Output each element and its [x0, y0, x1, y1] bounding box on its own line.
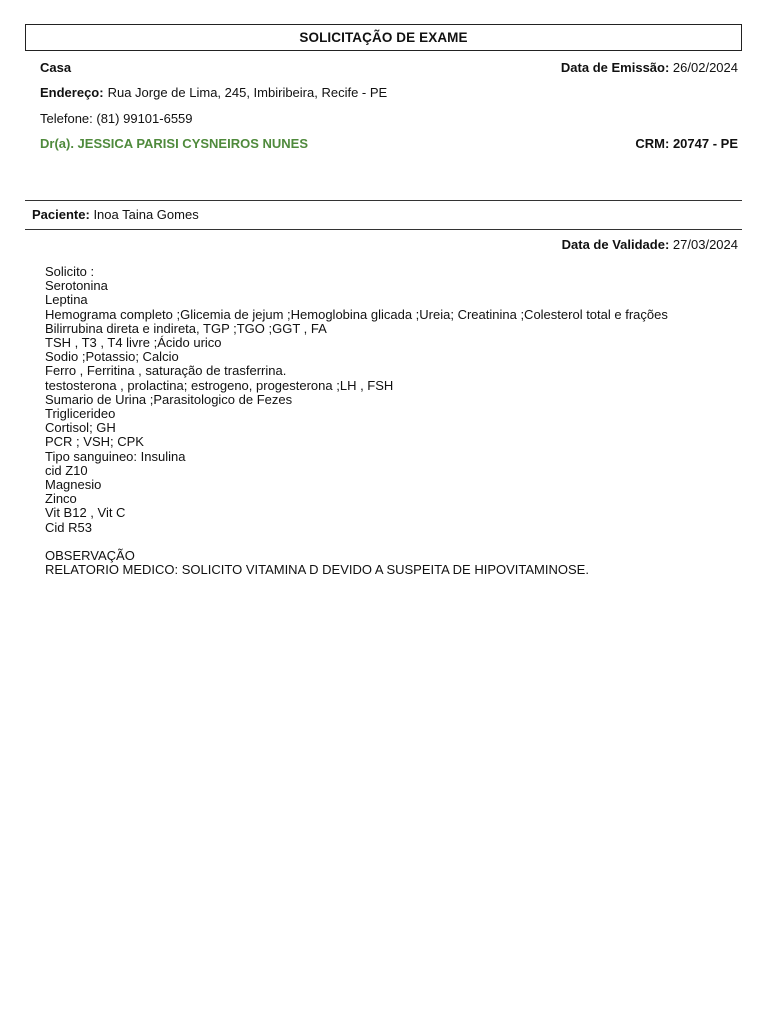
request-line: Triglicerideo [45, 406, 116, 422]
divider-bottom [25, 229, 742, 230]
spacer [45, 535, 735, 549]
request-line: TSH , T3 , T4 livre ;Ácido urico [45, 335, 222, 351]
validity-date: 27/03/2024 [672, 237, 738, 252]
document-title: SOLICITAÇÃO DE EXAME [25, 24, 742, 51]
request-line: Serotonina [45, 278, 108, 294]
request-line: Bilirrubina direta e indireta, TGP ;TGO ;GGT , FA [45, 320, 327, 336]
observation-text: RELATORIO MEDICO: SOLICITO VITAMINA D DEVIDO A SUSPEITA DE HIPOVITAMINOSE. [45, 562, 589, 578]
request-line: Solicito : [45, 264, 95, 279]
request-line: Zinco [45, 491, 77, 507]
patient-row [32, 207, 199, 223]
header-row-phone [40, 111, 738, 127]
header-row-doctor [40, 136, 738, 152]
patient-label: Paciente: [32, 207, 90, 222]
request-line: Sumario de Urina ;Parasitologico de Fezes [45, 391, 293, 407]
emission-date-label: Data de Emissão: [560, 60, 670, 75]
validity-label: Data de Validade: [561, 237, 670, 252]
validity-row [562, 237, 738, 253]
doctor-name: Dr(a). JESSICA PARISI CYSNEIROS NUNES [40, 136, 308, 151]
address-label: Endereço: [40, 85, 104, 100]
request-line: testosterona , prolactina; estrogeno, progesterona ;LH , FSH [45, 377, 394, 393]
divider-top [25, 200, 742, 201]
request-line: PCR ; VSH; CPK [45, 434, 144, 450]
address-value: Rua Jorge de Lima, 245, Imbiribeira, Recife - PE [107, 85, 388, 100]
request-line: Vit B12 , Vit C [45, 505, 126, 521]
request-line: Leptina [45, 292, 88, 308]
patient-name: Inoa Taina Gomes [93, 207, 199, 222]
emission-date-value: 26/02/2024 [672, 60, 738, 75]
request-line: Cortisol; GH [45, 420, 116, 436]
header-row-location [40, 60, 738, 76]
emission-date-block [561, 60, 738, 76]
crm-number: CRM: 20747 - PE [635, 136, 738, 151]
request-line: cid Z10 [45, 462, 88, 478]
request-line: Sodio ;Potassio; Calcio [45, 349, 179, 365]
request-line: Cid R53 [45, 519, 92, 535]
observation-label: OBSERVAÇÃO [45, 548, 135, 564]
request-line: Tipo sanguineo: Insulina [45, 448, 186, 464]
location-name: Casa [40, 60, 72, 75]
request-line: Hemograma completo ;Glicemia de jejum ;Hemoglobina glicada ;Ureia; Creatinina ;Colesterol total e frações [45, 306, 668, 322]
request-line: Ferro , Ferritina , saturação de trasferrina. [45, 363, 287, 379]
exam-request-body [45, 265, 735, 577]
phone-text: Telefone: (81) 99101-6559 [40, 111, 193, 126]
request-line: Magnesio [45, 477, 102, 493]
header-row-address [40, 85, 738, 101]
